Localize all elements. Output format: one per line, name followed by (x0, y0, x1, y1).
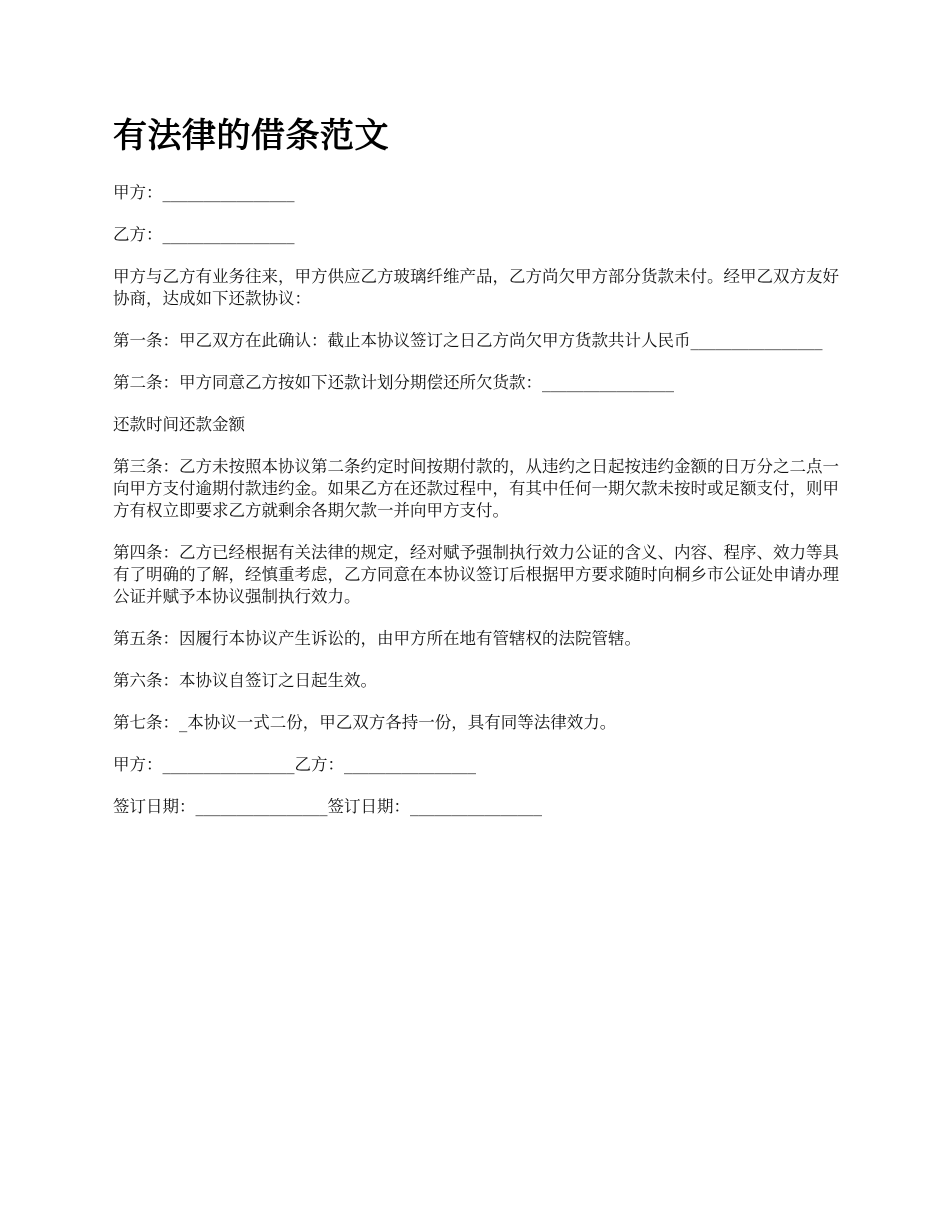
repayment-schedule-header: 还款时间还款金额 (113, 415, 245, 434)
party-b-line: 乙方：________________ (113, 225, 295, 244)
document-title: 有法律的借条范文 (113, 116, 389, 156)
document-page (113, 112, 843, 838)
article-7: 第七条：_本协议一式二份，甲乙双方各持一份，具有同等法律效力。 (113, 713, 617, 732)
article-1: 第一条：甲乙双方在此确认：截止本协议签订之日乙方尚欠甲方货款共计人民币________________ (113, 331, 823, 350)
article-5: 第五条：因履行本协议产生诉讼的，由甲方所在地有管辖权的法院管辖。 (113, 629, 641, 648)
signing-date-line: 签订日期：________________签订日期：________________ (113, 797, 542, 816)
article-3: 第三条：乙方未按照本协议第二条约定时间按期付款的，从违约之日起按违约金额的日万分之二点一向甲方支付逾期付款违约金。如果乙方在还款过程中，有其中任何一期欠款未按时或足额支付，则甲方有权立即要求乙方就剩余各期欠款一并向甲方支付。 (113, 457, 839, 520)
intro-paragraph: 甲方与乙方有业务往来，甲方供应乙方玻璃纤维产品，乙方尚欠甲方部分货款未付。经甲乙双方友好协商，达成如下还款协议： (113, 267, 839, 308)
party-a-line: 甲方：________________ (113, 183, 295, 202)
article-2: 第二条：甲方同意乙方按如下还款计划分期偿还所欠货款：________________ (113, 373, 674, 392)
article-4: 第四条：乙方已经根据有关法律的规定，经对赋予强制执行效力公证的含义、内容、程序、效力等具有了明确的了解，经慎重考虑，乙方同意在本协议签订后根据甲方要求随时向桐乡市公证处申请办理公证并赋予本协议强制执行效力。 (113, 543, 839, 606)
article-6: 第六条：本协议自签订之日起生效。 (113, 671, 377, 690)
signature-line: 甲方：________________乙方：________________ (113, 755, 476, 774)
